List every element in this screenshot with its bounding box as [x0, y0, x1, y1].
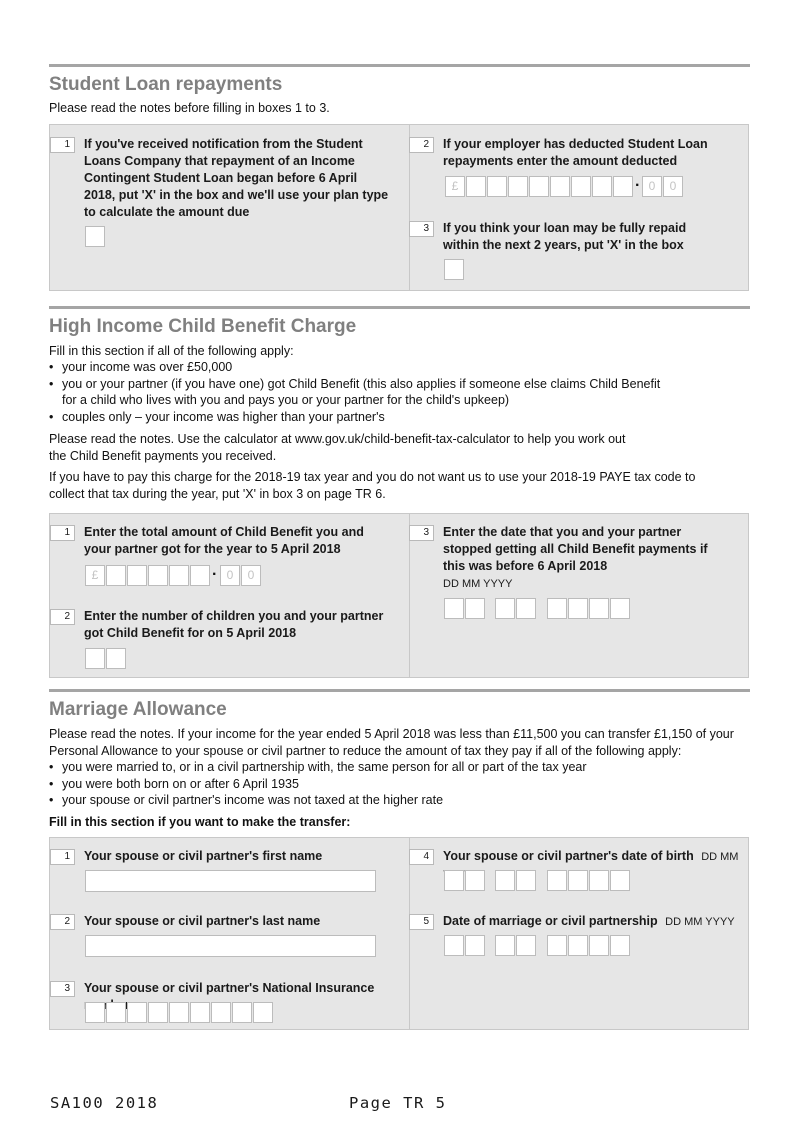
char-box[interactable] [190, 1002, 210, 1023]
marriage-fill-in-note: Fill in this section if you want to make the transfer: [49, 815, 351, 829]
day-box[interactable] [465, 935, 485, 956]
ma-q3-label: Your spouse or civil partner's National Insurance [84, 981, 375, 995]
hicbc-question-3 [409, 524, 709, 593]
digit-box[interactable] [487, 176, 507, 197]
hicbc-paye-note: If you have to pay this charge for the 2018-19 tax year and you do not want us to use your 2018-19 PAYE tax code to collect that tax during the year, put 'X' in box 3 on page TR 6. [49, 470, 696, 501]
marriage-conditions-list [49, 759, 749, 809]
first-name-field[interactable] [85, 870, 376, 892]
decimal-point: · [635, 177, 641, 194]
sl-question-3 [409, 220, 709, 254]
sl-q3-label: If you think your loan may be fully repaid within the next 2 years, put 'X' in the box [443, 221, 687, 252]
char-box[interactable] [127, 1002, 147, 1023]
year-box[interactable] [589, 935, 609, 956]
pence-box: 0 [241, 565, 261, 586]
year-box[interactable] [547, 870, 567, 891]
digit-box[interactable] [106, 648, 126, 669]
pence-box: 0 [642, 176, 662, 197]
year-box[interactable] [568, 935, 588, 956]
char-box[interactable] [106, 1002, 126, 1023]
section-rule-hicbc [49, 306, 750, 309]
hicbc-panel [49, 513, 749, 678]
box-number: 3 [409, 221, 434, 237]
box-number: 5 [409, 914, 434, 930]
box-number: 1 [50, 525, 75, 541]
ma-q5-label-wrap [443, 913, 735, 931]
hicbc-conditions-list [49, 359, 669, 425]
digit-box[interactable] [571, 176, 591, 197]
digit-box[interactable] [106, 565, 126, 586]
hicbc-q3-label-wrap [443, 524, 709, 593]
hicbc-question-2 [50, 608, 390, 642]
box-number: 3 [409, 525, 434, 541]
day-box[interactable] [465, 870, 485, 891]
sl-q2-label: If your employer has deducted Student Loan repayments enter the amount deducted [443, 137, 708, 168]
list-item: • couples only – your income was higher than your partner's [49, 409, 669, 426]
year-box[interactable] [547, 935, 567, 956]
digit-box[interactable] [190, 565, 210, 586]
sl-q3-checkbox[interactable] [444, 259, 464, 280]
box-number: 3 [50, 981, 75, 997]
section-rule-student-loan [49, 64, 750, 67]
list-item: • you were married to, or in a civil partnership with, the same person for all or part of the tax year [49, 759, 749, 776]
month-box[interactable] [495, 598, 515, 619]
day-box[interactable] [444, 935, 464, 956]
currency-box: £ [85, 565, 105, 586]
year-box[interactable] [547, 598, 567, 619]
day-box[interactable] [465, 598, 485, 619]
hicbc-q3-label: Enter the date that you and your partner stopped getting all Child Benefit payments if this was before 6 April 2018 [443, 525, 708, 573]
ma-question-5 [409, 913, 749, 931]
student-loan-panel [49, 124, 749, 291]
hicbc-notes: Please read the notes. Use the calculator at www.gov.uk/child-benefit-tax-calculator to help you work out the Child Benefit payments you received. [49, 432, 626, 463]
month-box[interactable] [516, 935, 536, 956]
box-number: 1 [50, 137, 75, 153]
ma-q1-label: Your spouse or civil partner's first name [84, 849, 323, 863]
year-box[interactable] [610, 598, 630, 619]
sl-q1-checkbox[interactable] [85, 226, 105, 247]
hicbc-intro: Fill in this section if all of the following apply: [49, 344, 294, 358]
sl-question-1 [50, 136, 390, 221]
date-format-hint: DD MM YYYY [665, 916, 735, 928]
section-rule-marriage [49, 689, 750, 692]
digit-box[interactable] [613, 176, 633, 197]
last-name-field[interactable] [85, 935, 376, 957]
hicbc-q1-label: Enter the total amount of Child Benefit you and your partner got for the year to 5 April 2018 [84, 525, 364, 556]
month-box[interactable] [516, 598, 536, 619]
list-item: • your income was over £50,000 [49, 359, 669, 376]
list-item: • you or your partner (if you have one) got Child Benefit (this also applies if someone else claims Child Benefit for a child who lives with you and pays you or your partner for the child's upkeep) [49, 376, 669, 409]
pence-box: 0 [663, 176, 683, 197]
date-format-hint: DD MM YYYY [443, 578, 513, 590]
year-box[interactable] [568, 870, 588, 891]
digit-box[interactable] [148, 565, 168, 586]
month-box[interactable] [495, 870, 515, 891]
digit-box[interactable] [592, 176, 612, 197]
digit-box[interactable] [550, 176, 570, 197]
date-format-hint: DD MM [701, 851, 739, 863]
digit-box[interactable] [466, 176, 486, 197]
ma-q4-label: Your spouse or civil partner's date of birth [443, 849, 694, 863]
decimal-point: · [212, 566, 218, 583]
currency-box: £ [445, 176, 465, 197]
page-number: Page TR 5 [349, 1094, 447, 1112]
list-item: • your spouse or civil partner's income was not taxed at the higher rate [49, 792, 749, 809]
ma-q2-label: Your spouse or civil partner's last name [84, 914, 321, 928]
month-box[interactable] [516, 870, 536, 891]
digit-box[interactable] [127, 565, 147, 586]
section-title-marriage: Marriage Allowance [49, 699, 227, 720]
char-box[interactable] [148, 1002, 168, 1023]
ma-q5-label: Date of marriage or civil partnership [443, 914, 658, 928]
box-number: 2 [50, 609, 75, 625]
char-box[interactable] [253, 1002, 273, 1023]
box-number: 2 [50, 914, 75, 930]
year-box[interactable] [610, 935, 630, 956]
box-number: 4 [409, 849, 434, 865]
marriage-intro: Please read the notes. If your income for the year ended 5 April 2018 was less than £11,500 you can transfer £1,150 of your Personal Allowance to your spouse or civil partner to reduce the amount of tax they pay if all of the following apply: [49, 727, 734, 758]
char-box[interactable] [211, 1002, 231, 1023]
month-box[interactable] [495, 935, 515, 956]
digit-box[interactable] [508, 176, 528, 197]
pence-box: 0 [220, 565, 240, 586]
char-box[interactable] [169, 1002, 189, 1023]
hicbc-question-1 [50, 524, 390, 558]
ma-question-1 [50, 848, 390, 865]
year-box[interactable] [610, 870, 630, 891]
list-item: • you were both born on or after 6 April 1935 [49, 776, 749, 793]
digit-box[interactable] [169, 565, 189, 586]
box-number: 2 [409, 137, 434, 153]
sl-question-2 [409, 136, 709, 170]
form-id: SA100 2018 [50, 1094, 159, 1112]
section-title-student-loan: Student Loan repayments [49, 74, 283, 95]
year-box[interactable] [589, 870, 609, 891]
char-box[interactable] [85, 1002, 105, 1023]
day-box[interactable] [444, 598, 464, 619]
marriage-panel [49, 837, 749, 1030]
digit-box[interactable] [85, 648, 105, 669]
year-box[interactable] [589, 598, 609, 619]
section-title-hicbc: High Income Child Benefit Charge [49, 316, 357, 337]
student-loan-intro: Please read the notes before filling in boxes 1 to 3. [49, 101, 330, 115]
day-box[interactable] [444, 870, 464, 891]
ma-question-2 [50, 913, 390, 930]
year-box[interactable] [568, 598, 588, 619]
digit-box[interactable] [529, 176, 549, 197]
char-box[interactable] [232, 1002, 252, 1023]
hicbc-q2-label: Enter the number of children you and your partner got Child Benefit for on 5 April 2018 [84, 609, 384, 640]
sl-q1-label: If you've received notification from the Student Loans Company that repayment of an Income Contingent Student Loan began before 6 April 2018, put 'X' in the box and we'll use your plan type to calculate the amount due [84, 137, 389, 219]
box-number: 1 [50, 849, 75, 865]
